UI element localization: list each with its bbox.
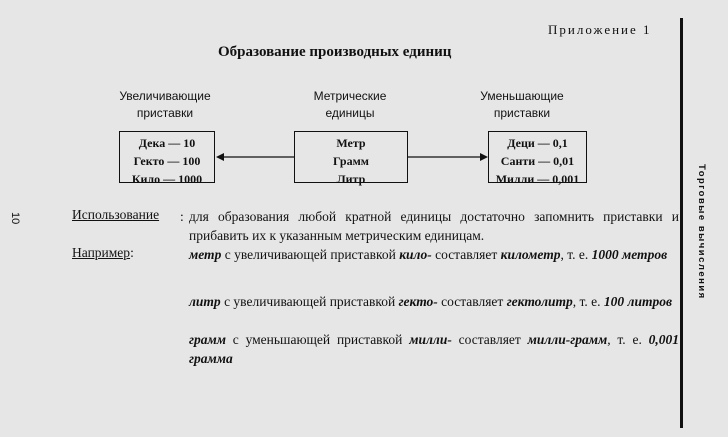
middle-heading-line2: единицы bbox=[325, 106, 375, 120]
ex2-unit: литр bbox=[189, 294, 221, 309]
unit-gramm: Грамм bbox=[333, 154, 369, 168]
usage-body: для образования любой кратной единицы достаточно запомнить приставки и прибавить их к указанным метрическим единицам. bbox=[189, 209, 679, 243]
prefix-deci: Деци — 0,1 bbox=[507, 136, 568, 150]
right-arrowhead bbox=[480, 153, 488, 161]
appendix-label: Приложение 1 bbox=[548, 22, 652, 37]
example-1 bbox=[189, 245, 679, 264]
ex1-result: километр bbox=[500, 247, 561, 262]
ex2-prefix: гекто- bbox=[398, 294, 438, 309]
example-3 bbox=[189, 330, 679, 368]
ex1-unit: метр bbox=[189, 247, 222, 262]
ex3-result: милли-грамм bbox=[527, 332, 608, 347]
side-caption: Торговые вычисления bbox=[696, 164, 707, 300]
example-2 bbox=[189, 292, 679, 311]
unit-metr: Метр bbox=[336, 136, 366, 150]
prefix-milli: Милли — 0,001 bbox=[495, 172, 580, 186]
right-heading-line1: Уменьшающие bbox=[480, 89, 564, 103]
ex1-value: 1000 метров bbox=[591, 247, 668, 262]
decreasing-prefixes-box bbox=[488, 131, 587, 186]
ex3-unit: грамм bbox=[189, 332, 226, 347]
page-number: 10 bbox=[9, 212, 21, 225]
increasing-prefixes-box bbox=[119, 131, 215, 186]
ex2-part3: , т. е. bbox=[572, 294, 604, 309]
prefix-hekto: Гекто — 100 bbox=[133, 154, 201, 168]
example-label bbox=[72, 245, 134, 261]
ex1-prefix: кило- bbox=[399, 247, 432, 262]
usage-colon: : bbox=[180, 209, 184, 224]
ex3-part3: , т. е. bbox=[607, 332, 649, 347]
ex3-value: 0,001 грамма bbox=[189, 332, 679, 366]
example-label-text: Например bbox=[72, 245, 131, 260]
page-title: Образование производных единиц bbox=[218, 44, 452, 60]
usage-text bbox=[180, 207, 679, 245]
ex1-part1: с увеличивающей приставкой bbox=[221, 247, 400, 262]
ex3-part1: с уменьшающей приставкой bbox=[225, 332, 410, 347]
ex2-result: гектолитр bbox=[506, 294, 573, 309]
ex3-part2: составляет bbox=[451, 332, 528, 347]
usage-label: Использование bbox=[72, 207, 160, 222]
ex2-part1: с увеличивающей приставкой bbox=[220, 294, 399, 309]
ex1-part2: составляет bbox=[431, 247, 501, 262]
middle-heading-line1: Метрические bbox=[313, 89, 387, 103]
prefix-deka: Дека — 10 bbox=[138, 136, 196, 150]
ex1-part3: , т. е. bbox=[560, 247, 592, 262]
ex2-value: 100 литров bbox=[603, 294, 673, 309]
left-heading-line2: приставки bbox=[136, 106, 194, 120]
ex3-prefix: милли- bbox=[409, 332, 452, 347]
right-heading-line2: приставки bbox=[493, 106, 551, 120]
ex2-part2: составляет bbox=[437, 294, 507, 309]
left-arrowhead bbox=[216, 153, 224, 161]
unit-litr: Литр bbox=[336, 172, 366, 186]
prefix-santi: Санти — 0,01 bbox=[500, 154, 575, 168]
example-colon: : bbox=[130, 245, 134, 260]
prefix-kilo: Кило — 1000 bbox=[131, 172, 203, 186]
left-heading-line1: Увеличивающие bbox=[119, 89, 211, 103]
metric-units-box bbox=[294, 131, 408, 186]
